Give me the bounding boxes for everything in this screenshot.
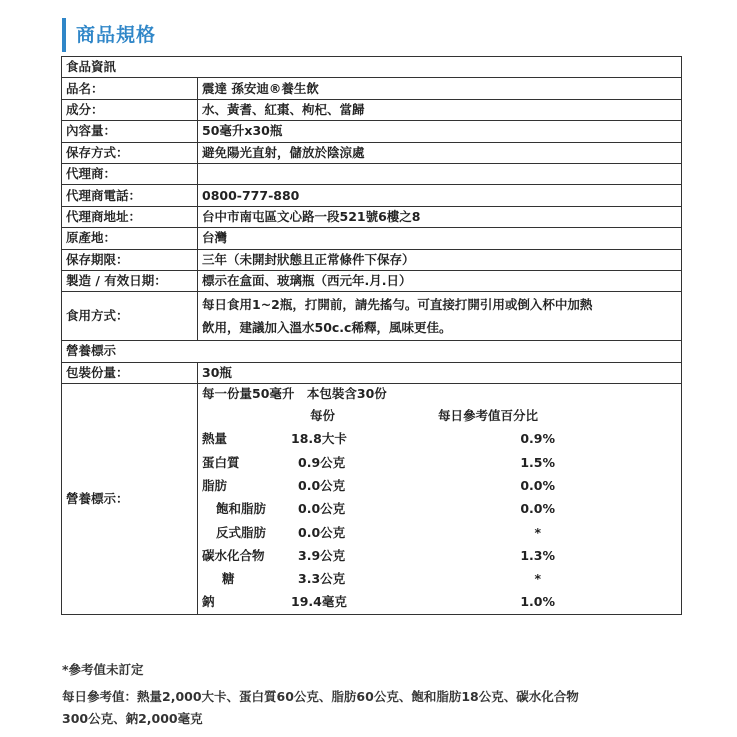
food-info-header-row: [62, 57, 682, 78]
row-label: 原產地：: [62, 228, 198, 249]
spec-table: [61, 56, 682, 615]
serving-line: 每一份量50毫升 本包裝含30份: [202, 386, 387, 402]
usage-row: [62, 292, 682, 341]
row-value: 標示在盒面、玻璃瓶（西元年.月.日）: [198, 270, 682, 291]
nutrient-row: [198, 427, 681, 450]
row-label: 成分：: [62, 99, 198, 120]
nutrient-pct: 1.5%: [520, 454, 555, 470]
usage-line-2: 飲用，建議加入溫水50c.c稀釋，風味更佳。: [202, 320, 452, 336]
usage-value: [198, 292, 682, 341]
row-label: 保存期限：: [62, 249, 198, 270]
usage-line-1: 每日食用1~2瓶，打開前，請先搖勻。可直接打開引用或倒入杯中加熱: [202, 297, 593, 313]
nutrient-name: 碳水化合物: [202, 547, 265, 563]
package-label: 包裝份量：: [62, 362, 198, 383]
row-label: 內容量：: [62, 121, 198, 142]
row-value: 0800-777-880: [198, 185, 682, 206]
nutrient-name: 鈉: [202, 594, 215, 610]
row-value: 水、黃耆、紅棗、枸杞、當歸: [198, 99, 682, 120]
nutrient-value: 0.0公克: [298, 524, 346, 540]
nutrition-header-row: [62, 341, 682, 362]
nutrient-name: 飽和脂肪: [216, 501, 267, 517]
nutrient-value: 18.8大卡: [291, 431, 347, 447]
row-label: 品名：: [62, 78, 198, 99]
table-row: [62, 185, 682, 206]
row-value: 震達 孫安迪®養生飲: [198, 78, 682, 99]
table-row: [62, 249, 682, 270]
nutrient-value: 0.0公克: [298, 501, 346, 517]
nutrient-pct: 1.3%: [520, 547, 555, 563]
nutrient-name: 糖: [222, 571, 235, 587]
table-row: [62, 78, 682, 99]
nutrient-pct: 0.9%: [520, 431, 555, 447]
nutrient-row: [198, 451, 681, 474]
nutrient-value: 0.0公克: [298, 477, 346, 493]
food-info-header: 食品資訊: [62, 57, 682, 78]
nutrient-pct: *: [534, 524, 541, 540]
nutrient-pct: 1.0%: [520, 594, 555, 610]
nutrition-panel: [198, 384, 682, 615]
col-daily-pct: 每日參考值百分比: [438, 408, 539, 424]
col-per-serving: 每份: [310, 408, 336, 424]
nutrient-row: [198, 497, 681, 520]
table-row: [62, 142, 682, 163]
row-value: 三年（未開封狀態且正常條件下保存）: [198, 249, 682, 270]
nutrient-value: 19.4毫克: [291, 594, 347, 610]
nutrient-row: [198, 521, 681, 544]
row-value: 避免陽光直射，儲放於陰涼處: [198, 142, 682, 163]
nutrient-value: 0.9公克: [298, 454, 346, 470]
nutrient-row: [198, 544, 681, 567]
row-label: 製造 / 有效日期：: [62, 270, 198, 291]
daily-values-note: [62, 686, 687, 730]
package-value: 30瓶: [198, 362, 682, 383]
nutrition-row: [62, 384, 682, 615]
nutrient-name: 熱量: [202, 431, 228, 447]
nutrient-pct: 0.0%: [520, 501, 555, 517]
nutrient-row: [198, 474, 681, 497]
row-label: 代理商電話：: [62, 185, 198, 206]
nutrient-value: 3.3公克: [298, 571, 346, 587]
usage-label: 食用方式：: [62, 292, 198, 341]
nutrient-name: 脂肪: [202, 477, 228, 493]
table-row: [62, 228, 682, 249]
nutrition-column-headers: [198, 404, 681, 427]
nutrient-value: 3.9公克: [298, 547, 346, 563]
footnote: *參考值未訂定: [62, 662, 144, 677]
table-row: [62, 163, 682, 184]
nutrient-name: 反式脂肪: [216, 524, 267, 540]
row-value: [198, 163, 682, 184]
table-row: [62, 99, 682, 120]
daily-values-line-1: 每日參考值：熱量2,000大卡、蛋白質60公克、脂肪60公克、飽和脂肪18公克、碳水化合物: [62, 689, 579, 704]
page-title: 商品規格: [62, 18, 156, 52]
row-label: 代理商地址：: [62, 206, 198, 227]
row-label: 代理商：: [62, 163, 198, 184]
table-row: [62, 270, 682, 291]
nutrient-row: [198, 567, 681, 590]
row-value: 50毫升x30瓶: [198, 121, 682, 142]
table-row: [62, 206, 682, 227]
row-value: 台灣: [198, 228, 682, 249]
nutrient-pct: *: [534, 571, 541, 587]
daily-values-line-2: 300公克、鈉2,000毫克: [62, 711, 203, 726]
nutrient-name: 蛋白質: [202, 454, 240, 470]
nutrition-label: 營養標示：: [62, 384, 198, 615]
row-label: 保存方式：: [62, 142, 198, 163]
nutrient-pct: 0.0%: [520, 477, 555, 493]
row-value: 台中市南屯區文心路一段521號6樓之8: [198, 206, 682, 227]
table-row: [62, 121, 682, 142]
nutrient-row: [198, 590, 681, 613]
nutrition-header: 營養標示: [62, 341, 682, 362]
table-row: [62, 362, 682, 383]
